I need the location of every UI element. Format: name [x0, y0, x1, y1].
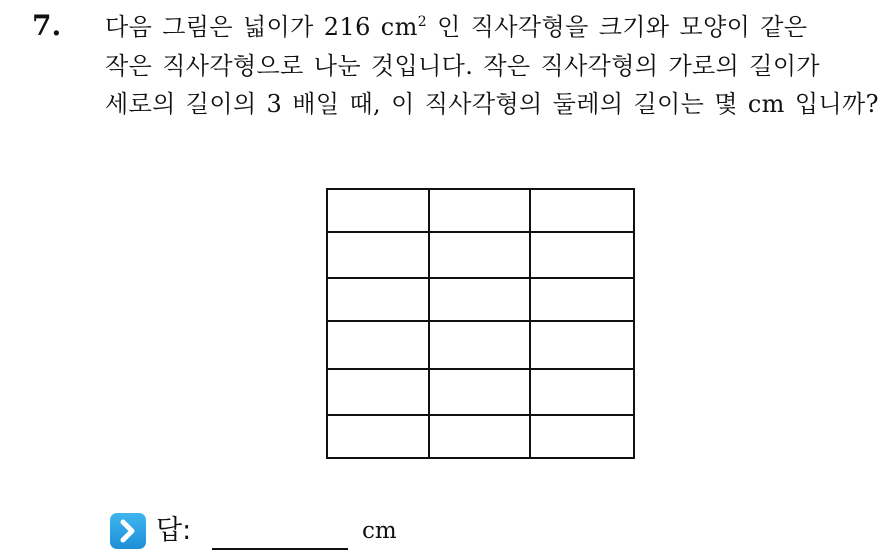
problem-line-1	[105, 8, 870, 47]
problem-line-2: 작은 직사각형으로 나눈 것입니다. 작은 직사각형의 가로의 길이가	[105, 51, 820, 80]
chevron-right-icon	[110, 513, 146, 549]
problem-line-3: 세로의 길이의 3 배일 때, 이 직사각형의 둘레의 길이는 몇 cm 입니까?	[105, 90, 879, 118]
answer-unit: cm	[362, 518, 397, 544]
problem-number: 7.	[32, 9, 62, 42]
answer-row	[110, 510, 510, 554]
rectangle-grid	[326, 188, 636, 460]
problem-line-1-end: 인 직사각형을 크기와 모양이 같은	[427, 13, 808, 41]
area-unit-exponent: 2	[417, 14, 428, 30]
answer-label: 답:	[156, 515, 192, 546]
answer-blank[interactable]	[212, 548, 348, 550]
outer-rectangle	[327, 189, 634, 458]
problem-text	[105, 8, 879, 124]
problem-line-1-start: 다음 그림은 넓이가 216 cm	[105, 13, 418, 41]
rectangle-grid-figure	[326, 188, 636, 460]
